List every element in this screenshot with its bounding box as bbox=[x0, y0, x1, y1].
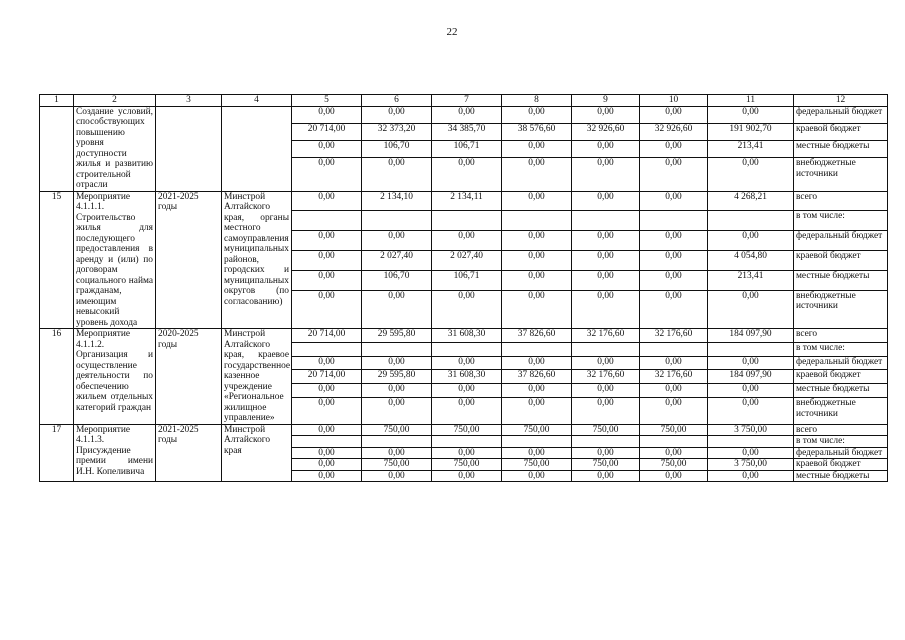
amount-cell: 20 714,00 bbox=[292, 370, 362, 384]
amount-cell: 106,70 bbox=[362, 271, 432, 291]
funding-source: внебюджетные источники bbox=[794, 290, 888, 328]
amount-cell: 0,00 bbox=[572, 158, 640, 191]
item-period: 2020-2025 годы bbox=[156, 329, 222, 425]
amount-cell: 0,00 bbox=[292, 191, 362, 211]
amount-cell: 20 714,00 bbox=[292, 123, 362, 140]
column-number: 11 bbox=[708, 95, 794, 107]
funding-source: краевой бюджет bbox=[794, 251, 888, 271]
amount-cell: 0,00 bbox=[432, 384, 502, 398]
amount-cell: 0,00 bbox=[640, 290, 708, 328]
amount-cell: 37 826,60 bbox=[502, 370, 572, 384]
amount-cell: 0,00 bbox=[292, 231, 362, 251]
amount-cell: 0,00 bbox=[572, 231, 640, 251]
amount-cell bbox=[432, 342, 502, 356]
amount-cell bbox=[432, 211, 502, 231]
amount-cell: 750,00 bbox=[572, 424, 640, 436]
amount-cell: 31 608,30 bbox=[432, 370, 502, 384]
amount-cell: 750,00 bbox=[362, 459, 432, 471]
amount-cell: 0,00 bbox=[432, 158, 502, 191]
funding-source: краевой бюджет bbox=[794, 370, 888, 384]
amount-cell: 0,00 bbox=[292, 384, 362, 398]
amount-cell: 191 902,70 bbox=[708, 123, 794, 140]
table-row bbox=[40, 424, 888, 436]
amount-cell bbox=[292, 211, 362, 231]
column-number: 7 bbox=[432, 95, 502, 107]
amount-cell bbox=[292, 342, 362, 356]
item-number: 17 bbox=[40, 424, 74, 482]
amount-cell: 0,00 bbox=[292, 398, 362, 424]
budget-table bbox=[39, 94, 888, 482]
column-number-row bbox=[40, 95, 888, 107]
amount-cell: 31 608,30 bbox=[432, 329, 502, 343]
funding-source: всего bbox=[794, 191, 888, 211]
table-row bbox=[40, 329, 888, 343]
amount-cell: 0,00 bbox=[502, 231, 572, 251]
amount-cell: 750,00 bbox=[432, 459, 502, 471]
amount-cell: 32 926,60 bbox=[640, 123, 708, 140]
column-number: 8 bbox=[502, 95, 572, 107]
amount-cell: 0,00 bbox=[362, 231, 432, 251]
amount-cell: 0,00 bbox=[502, 384, 572, 398]
amount-cell: 0,00 bbox=[292, 290, 362, 328]
amount-cell: 0,00 bbox=[572, 191, 640, 211]
amount-cell: 750,00 bbox=[502, 424, 572, 436]
amount-cell: 0,00 bbox=[502, 251, 572, 271]
amount-cell: 750,00 bbox=[502, 459, 572, 471]
amount-cell bbox=[572, 342, 640, 356]
amount-cell: 0,00 bbox=[292, 158, 362, 191]
funding-source: внебюджетные источники bbox=[794, 398, 888, 424]
amount-cell: 0,00 bbox=[640, 158, 708, 191]
funding-source: местные бюджеты bbox=[794, 271, 888, 291]
amount-cell: 0,00 bbox=[432, 231, 502, 251]
funding-source: в том числе: bbox=[794, 342, 888, 356]
amount-cell: 0,00 bbox=[572, 356, 640, 370]
funding-source: всего bbox=[794, 329, 888, 343]
amount-cell: 750,00 bbox=[572, 459, 640, 471]
amount-cell: 0,00 bbox=[292, 251, 362, 271]
amount-cell: 0,00 bbox=[292, 424, 362, 436]
amount-cell: 0,00 bbox=[708, 290, 794, 328]
amount-cell: 0,00 bbox=[292, 447, 362, 459]
amount-cell bbox=[708, 211, 794, 231]
amount-cell: 20 714,00 bbox=[292, 329, 362, 343]
amount-cell bbox=[292, 436, 362, 448]
amount-cell: 0,00 bbox=[572, 398, 640, 424]
amount-cell: 0,00 bbox=[640, 141, 708, 158]
item-executor: Минстрой Алтайского края, органы местного самоуправления муниципальных районов, городских и муниципальных округов (по согласованию) bbox=[222, 191, 292, 329]
funding-source: федеральный бюджет bbox=[794, 106, 888, 123]
amount-cell: 0,00 bbox=[502, 470, 572, 482]
amount-cell: 0,00 bbox=[432, 356, 502, 370]
funding-source: краевой бюджет bbox=[794, 123, 888, 140]
amount-cell: 0,00 bbox=[432, 398, 502, 424]
item-number: 15 bbox=[40, 191, 74, 329]
amount-cell bbox=[362, 436, 432, 448]
amount-cell: 0,00 bbox=[708, 384, 794, 398]
amount-cell: 4 054,80 bbox=[708, 251, 794, 271]
amount-cell: 38 576,60 bbox=[502, 123, 572, 140]
amount-cell: 0,00 bbox=[292, 271, 362, 291]
amount-cell: 0,00 bbox=[640, 251, 708, 271]
amount-cell: 0,00 bbox=[362, 384, 432, 398]
item-description: Мероприятие 4.1.1.1. Строительство жилья для последующего предоставления в аренду и (или) по договорам социального найма гражданам, имеющим невысокий уровень дохода bbox=[74, 191, 156, 329]
amount-cell: 0,00 bbox=[292, 459, 362, 471]
amount-cell bbox=[572, 211, 640, 231]
amount-cell: 4 268,21 bbox=[708, 191, 794, 211]
amount-cell bbox=[502, 436, 572, 448]
amount-cell: 0,00 bbox=[640, 447, 708, 459]
funding-source: федеральный бюджет bbox=[794, 231, 888, 251]
amount-cell: 0,00 bbox=[572, 470, 640, 482]
funding-source: внебюджетные источники bbox=[794, 158, 888, 191]
amount-cell: 0,00 bbox=[640, 356, 708, 370]
amount-cell: 0,00 bbox=[502, 290, 572, 328]
page-number: 22 bbox=[446, 26, 458, 38]
amount-cell: 0,00 bbox=[640, 470, 708, 482]
column-number: 10 bbox=[640, 95, 708, 107]
amount-cell: 0,00 bbox=[572, 271, 640, 291]
amount-cell: 0,00 bbox=[362, 356, 432, 370]
item-number bbox=[40, 106, 74, 191]
amount-cell: 0,00 bbox=[432, 447, 502, 459]
amount-cell: 3 750,00 bbox=[708, 459, 794, 471]
item-executor bbox=[222, 106, 292, 191]
item-executor: Минстрой Алтайского края bbox=[222, 424, 292, 482]
amount-cell bbox=[640, 211, 708, 231]
item-period: 2021-2025 годы bbox=[156, 191, 222, 329]
amount-cell: 0,00 bbox=[572, 384, 640, 398]
amount-cell: 0,00 bbox=[502, 158, 572, 191]
amount-cell bbox=[572, 436, 640, 448]
item-period: 2021-2025 годы bbox=[156, 424, 222, 482]
amount-cell: 32 176,60 bbox=[572, 370, 640, 384]
column-number: 5 bbox=[292, 95, 362, 107]
amount-cell: 0,00 bbox=[292, 141, 362, 158]
amount-cell: 0,00 bbox=[432, 290, 502, 328]
amount-cell: 3 750,00 bbox=[708, 424, 794, 436]
amount-cell: 0,00 bbox=[572, 447, 640, 459]
amount-cell: 37 826,60 bbox=[502, 329, 572, 343]
amount-cell: 0,00 bbox=[640, 191, 708, 211]
amount-cell: 0,00 bbox=[640, 271, 708, 291]
column-number: 2 bbox=[74, 95, 156, 107]
amount-cell: 0,00 bbox=[362, 470, 432, 482]
amount-cell: 2 027,40 bbox=[432, 251, 502, 271]
amount-cell: 0,00 bbox=[432, 106, 502, 123]
item-description: Создание условий, способствующих повышению уровня доступности жилья и развитию строительной отрасли bbox=[74, 106, 156, 191]
funding-source: в том числе: bbox=[794, 211, 888, 231]
funding-source: местные бюджеты bbox=[794, 470, 888, 482]
amount-cell: 32 373,20 bbox=[362, 123, 432, 140]
column-number: 1 bbox=[40, 95, 74, 107]
amount-cell bbox=[362, 342, 432, 356]
item-description: Мероприятие 4.1.1.3. Присуждение премии имени И.Н. Копеливича bbox=[74, 424, 156, 482]
amount-cell: 0,00 bbox=[708, 158, 794, 191]
table-body bbox=[40, 95, 888, 482]
amount-cell: 2 027,40 bbox=[362, 251, 432, 271]
amount-cell: 0,00 bbox=[292, 470, 362, 482]
amount-cell: 0,00 bbox=[640, 231, 708, 251]
table-row bbox=[40, 106, 888, 123]
amount-cell: 184 097,90 bbox=[708, 329, 794, 343]
amount-cell: 0,00 bbox=[572, 290, 640, 328]
item-description: Мероприятие 4.1.1.2. Организация и осуществление деятельности по обеспечению жильем отдельных категорий граждан bbox=[74, 329, 156, 425]
amount-cell bbox=[640, 342, 708, 356]
amount-cell: 184 097,90 bbox=[708, 370, 794, 384]
column-number: 12 bbox=[794, 95, 888, 107]
item-period bbox=[156, 106, 222, 191]
item-number: 16 bbox=[40, 329, 74, 425]
amount-cell: 750,00 bbox=[640, 459, 708, 471]
column-number: 9 bbox=[572, 95, 640, 107]
amount-cell: 32 176,60 bbox=[572, 329, 640, 343]
amount-cell: 0,00 bbox=[708, 231, 794, 251]
table-row bbox=[40, 191, 888, 211]
amount-cell: 0,00 bbox=[362, 447, 432, 459]
amount-cell: 0,00 bbox=[708, 447, 794, 459]
amount-cell: 213,41 bbox=[708, 141, 794, 158]
funding-source: федеральный бюджет bbox=[794, 356, 888, 370]
amount-cell: 106,71 bbox=[432, 141, 502, 158]
amount-cell bbox=[640, 436, 708, 448]
funding-source: местные бюджеты bbox=[794, 384, 888, 398]
amount-cell: 0,00 bbox=[432, 470, 502, 482]
amount-cell: 0,00 bbox=[502, 106, 572, 123]
amount-cell: 0,00 bbox=[502, 398, 572, 424]
amount-cell: 0,00 bbox=[362, 398, 432, 424]
funding-source: краевой бюджет bbox=[794, 459, 888, 471]
amount-cell: 0,00 bbox=[640, 384, 708, 398]
amount-cell: 0,00 bbox=[708, 398, 794, 424]
funding-source: всего bbox=[794, 424, 888, 436]
amount-cell bbox=[708, 436, 794, 448]
amount-cell: 0,00 bbox=[362, 290, 432, 328]
column-number: 3 bbox=[156, 95, 222, 107]
amount-cell: 0,00 bbox=[640, 106, 708, 123]
amount-cell: 2 134,10 bbox=[362, 191, 432, 211]
amount-cell bbox=[362, 211, 432, 231]
amount-cell: 0,00 bbox=[708, 106, 794, 123]
amount-cell: 29 595,80 bbox=[362, 329, 432, 343]
column-number: 4 bbox=[222, 95, 292, 107]
amount-cell: 0,00 bbox=[292, 356, 362, 370]
amount-cell bbox=[502, 211, 572, 231]
funding-source: местные бюджеты bbox=[794, 141, 888, 158]
amount-cell: 0,00 bbox=[502, 356, 572, 370]
amount-cell: 34 385,70 bbox=[432, 123, 502, 140]
amount-cell: 0,00 bbox=[640, 398, 708, 424]
funding-source: в том числе: bbox=[794, 436, 888, 448]
amount-cell: 32 176,60 bbox=[640, 370, 708, 384]
amount-cell: 29 595,80 bbox=[362, 370, 432, 384]
column-number: 6 bbox=[362, 95, 432, 107]
amount-cell: 0,00 bbox=[502, 191, 572, 211]
amount-cell: 0,00 bbox=[572, 141, 640, 158]
item-executor: Минстрой Алтайского края, краевое государственное казенное учреждение «Региональное жилищное управление» bbox=[222, 329, 292, 425]
amount-cell: 32 926,60 bbox=[572, 123, 640, 140]
amount-cell bbox=[502, 342, 572, 356]
amount-cell: 2 134,11 bbox=[432, 191, 502, 211]
amount-cell: 750,00 bbox=[640, 424, 708, 436]
amount-cell: 0,00 bbox=[572, 251, 640, 271]
amount-cell bbox=[708, 342, 794, 356]
amount-cell: 0,00 bbox=[292, 106, 362, 123]
amount-cell: 750,00 bbox=[432, 424, 502, 436]
amount-cell: 32 176,60 bbox=[640, 329, 708, 343]
amount-cell: 0,00 bbox=[502, 271, 572, 291]
amount-cell: 0,00 bbox=[708, 356, 794, 370]
amount-cell: 213,41 bbox=[708, 271, 794, 291]
amount-cell: 0,00 bbox=[572, 106, 640, 123]
funding-source: федеральный бюджет bbox=[794, 447, 888, 459]
amount-cell: 0,00 bbox=[502, 141, 572, 158]
amount-cell: 0,00 bbox=[502, 447, 572, 459]
amount-cell bbox=[432, 436, 502, 448]
amount-cell: 0,00 bbox=[362, 106, 432, 123]
amount-cell: 106,70 bbox=[362, 141, 432, 158]
amount-cell: 0,00 bbox=[362, 158, 432, 191]
amount-cell: 0,00 bbox=[708, 470, 794, 482]
amount-cell: 106,71 bbox=[432, 271, 502, 291]
amount-cell: 750,00 bbox=[362, 424, 432, 436]
